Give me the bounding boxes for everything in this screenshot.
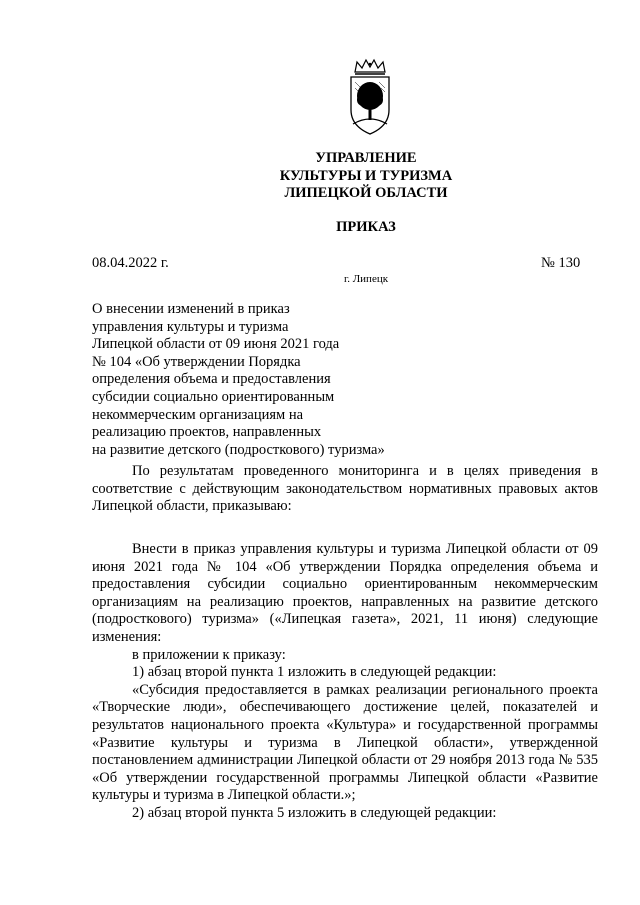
subject-line: реализацию проектов, направленных [92,424,322,441]
subject-line: некоммерческим организациям на [92,406,304,423]
document-subject [92,301,432,459]
document-date: 08.04.2022 г. [92,255,169,271]
body-paragraph: «Субсидия предоставляется в рамках реализации регионального проекта «Творческие люди», обеспечивающего достижение целей, показателей и результатов национального проекта «Культура» и государственной программы «Развитие культуры и туризма в Липецкой области», утвержденной постановлением администрации Липецкой области от 29 ноября 2013 года № 535 «Об утверждении государственной программы Липецкой области «Развитие культуры и туризма в Липецкой области.»; [92,681,598,804]
document-place: г. Липецк [343,273,389,285]
subject-line: субсидии социально ориентированным [92,388,335,405]
body-paragraph: в приложении к приказу: [132,646,286,663]
body-paragraph: 1) абзац второй пункта 1 изложить в следующей редакции: [132,664,497,681]
document-number: № 130 [541,255,581,271]
coat-of-arms-emblem [341,58,399,138]
body-paragraph: Внести в приказ управления культуры и туризма Липецкой области от 09 июня 2021 года № 104 «Об утверждении Порядка определения объема и предоставления субсидии социально ориентированным некоммерческим организациям на реализацию проектов, направленных на развитие детского (подросткового) туризма» («Липецкая газета», 2021, 11 июня) следующие изменения: [92,541,598,645]
org-line-1: УПРАВЛЕНИЕ [315,150,417,166]
preamble-paragraph: По результатам проведенного мониторинга и в целях приведения в соответствие с действующим законодательством нормативных правовых актов Липецкой области, приказываю: [92,463,598,515]
document-type: ПРИКАЗ [336,219,396,235]
org-line-2: КУЛЬТУРЫ И ТУРИЗМА [279,167,453,184]
body-paragraph: 2) абзац второй пункта 5 изложить в следующей редакции: [132,804,497,821]
coat-of-arms-icon [341,58,399,138]
subject-line: № 104 «Об утверждении Порядка [92,353,301,370]
subject-line: на развитие детского (подросткового) туризма» [92,441,385,458]
subject-line: управления культуры и туризма [92,318,289,335]
subject-line: определения объема и предоставления [92,371,331,388]
org-line-3: ЛИПЕЦКОЙ ОБЛАСТИ [284,185,448,201]
organization-name [0,150,640,203]
order-body [92,541,598,823]
subject-line: О внесении изменений в приказ [92,301,290,317]
subject-line: Липецкой области от 09 июня 2021 года [92,336,340,353]
preamble-block [92,463,598,516]
